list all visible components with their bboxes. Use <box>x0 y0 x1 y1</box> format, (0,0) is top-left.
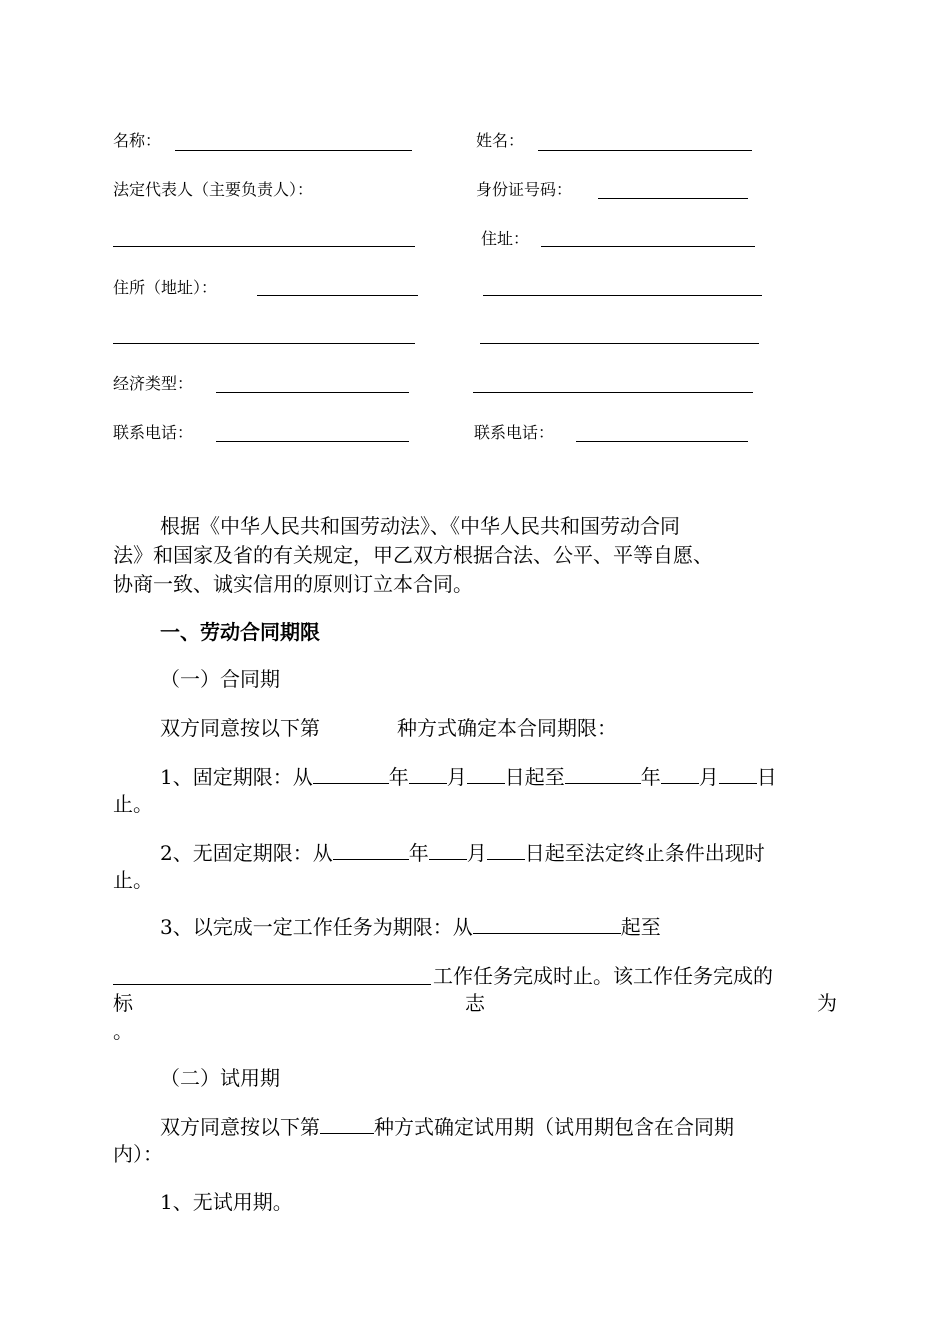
party-a-phone-label: 联系电话： <box>113 423 194 442</box>
party-b-name-field[interactable] <box>538 150 752 151</box>
fixed-term-end-day-field[interactable] <box>719 767 757 784</box>
probation-choice-field[interactable] <box>320 1117 374 1134</box>
party-a-name-field[interactable] <box>175 150 412 151</box>
party-b-address-label: 住址： <box>481 229 530 248</box>
fixed-term-day-from-label: 日起至 <box>504 765 565 789</box>
task-term-line <box>160 915 661 939</box>
open-term-end: 止。 <box>113 868 153 892</box>
task-completion-mark-line <box>113 991 837 1015</box>
task-mark-char-2: 志 <box>465 991 485 1015</box>
party-a-economic-type-label: 经济类型： <box>113 374 194 393</box>
task-mark-char-3: 为 <box>817 991 837 1015</box>
intro-line-1: 根据《中华人民共和国劳动法》、《中华人民共和国劳动合同 <box>160 514 680 538</box>
term-choice-text-a: 双方同意按以下第 <box>160 716 320 740</box>
open-term-line <box>160 841 765 865</box>
task-term-description-field[interactable] <box>113 984 431 985</box>
task-term-start-field[interactable] <box>473 917 621 934</box>
party-a-phone-field[interactable] <box>216 441 409 442</box>
party-b-id-label: 身份证号码： <box>476 180 573 199</box>
probation-choice-a: 双方同意按以下第 <box>160 1115 320 1139</box>
fixed-term-month-label: 月 <box>446 765 467 789</box>
intro-line-3: 协商一致、诚实信用的原则订立本合同。 <box>113 572 473 596</box>
party-a-name-label: 名称： <box>113 131 162 150</box>
task-term-prefix: 3、以完成一定工作任务为期限：从 <box>160 915 473 939</box>
task-term-line2-tail: 工作任务完成时止。该工作任务完成的 <box>433 964 773 988</box>
task-term-mid: 起至 <box>620 915 661 939</box>
term-choice-text-b: 种方式确定本合同期限： <box>397 716 617 740</box>
fixed-term-day2-label: 日 <box>756 765 777 789</box>
party-a-residence-field[interactable] <box>257 295 418 296</box>
probation-choice-b: 种方式确定试用期（试用期包含在合同期 <box>374 1115 734 1139</box>
party-b-address-field-2[interactable] <box>483 295 762 296</box>
open-term-prefix: 2、无固定期限：从 <box>160 841 333 865</box>
party-a-legal-rep-label: 法定代表人（主要负责人）： <box>113 180 314 199</box>
subsection-probation: （二）试用期 <box>160 1066 280 1090</box>
fixed-term-end-year-field[interactable] <box>565 767 641 784</box>
intro-line-2: 法》和国家及省的有关规定，甲乙双方根据合法、公平、平等自愿、 <box>113 543 713 567</box>
open-term-start-year-field[interactable] <box>333 843 409 860</box>
party-b-address-field-3[interactable] <box>480 343 759 344</box>
party-a-economic-type-field[interactable] <box>216 392 409 393</box>
party-b-name-label: 姓名： <box>476 131 525 150</box>
party-b-id-field[interactable] <box>598 198 748 199</box>
probation-option-1: 1、无试用期。 <box>160 1190 293 1214</box>
fixed-term-end-month-field[interactable] <box>661 767 699 784</box>
open-term-tail: 日起至法定终止条件出现时 <box>524 841 765 865</box>
fixed-term-start-day-field[interactable] <box>467 767 505 784</box>
fixed-term-start-month-field[interactable] <box>409 767 447 784</box>
fixed-term-month2-label: 月 <box>698 765 719 789</box>
party-a-residence-label: 住所（地址）： <box>113 278 218 297</box>
probation-choice-end: 内）： <box>113 1142 163 1166</box>
party-b-phone-field[interactable] <box>576 441 748 442</box>
party-a-legal-rep-field[interactable] <box>113 246 415 247</box>
open-term-start-day-field[interactable] <box>487 843 525 860</box>
fixed-term-end: 止。 <box>113 792 153 816</box>
open-term-month-label: 月 <box>466 841 487 865</box>
open-term-start-month-field[interactable] <box>429 843 467 860</box>
fixed-term-line <box>160 765 777 789</box>
task-term-end: 。 <box>113 1019 133 1043</box>
fixed-term-start-year-field[interactable] <box>313 767 389 784</box>
fixed-term-prefix: 1、固定期限：从 <box>160 765 313 789</box>
subsection-contract-term: （一）合同期 <box>160 667 280 691</box>
task-mark-char-1: 标 <box>113 991 133 1015</box>
party-a-residence-field-2[interactable] <box>113 343 415 344</box>
probation-choice-line <box>160 1115 734 1139</box>
open-term-year-label: 年 <box>408 841 429 865</box>
party-b-address-field[interactable] <box>541 246 755 247</box>
fixed-term-year-label: 年 <box>388 765 409 789</box>
party-b-extra-field[interactable] <box>473 392 753 393</box>
section-1-heading: 一、劳动合同期限 <box>160 620 320 644</box>
fixed-term-year2-label: 年 <box>640 765 661 789</box>
party-b-phone-label: 联系电话： <box>474 423 555 442</box>
